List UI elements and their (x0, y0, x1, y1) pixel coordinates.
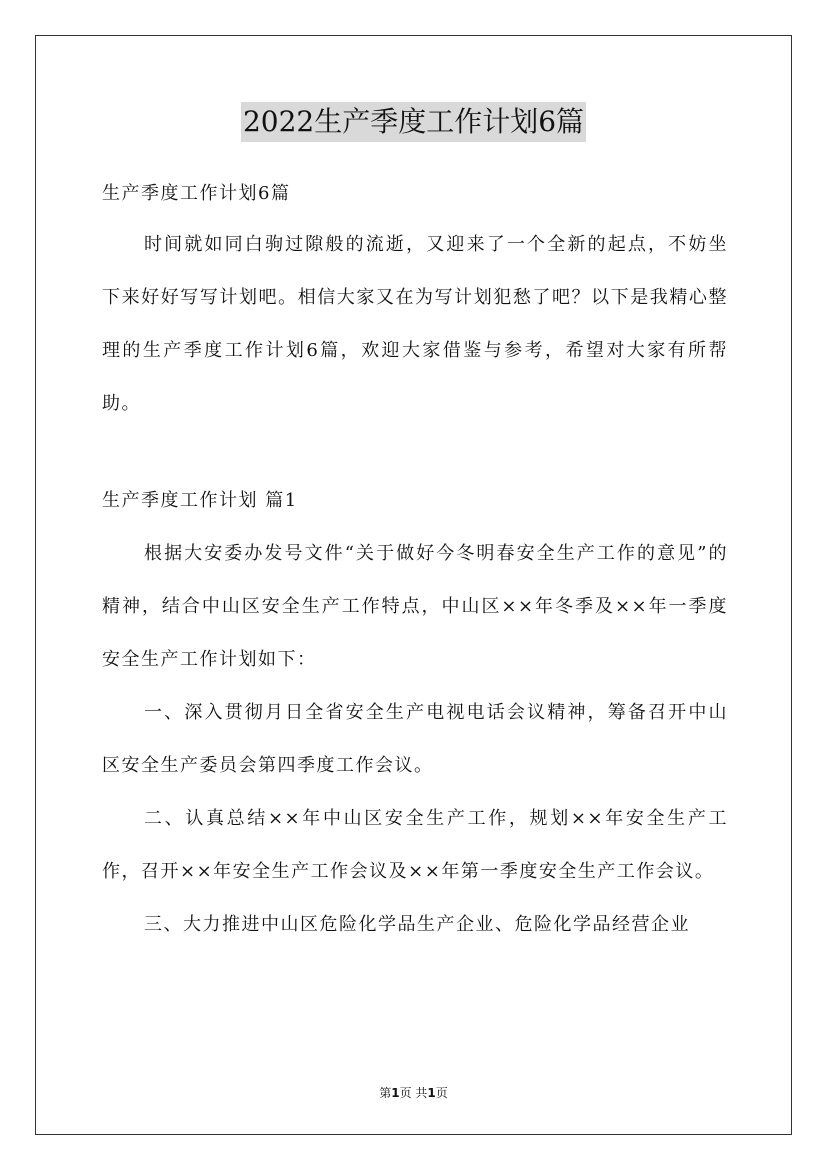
title-container (0, 102, 827, 142)
document-title: 2022生产季度工作计划6篇 (241, 102, 586, 142)
document-body (102, 170, 728, 951)
footer-middle: 页 共 (399, 1086, 428, 1100)
main-heading: 生产季度工作计划6篇 (102, 183, 291, 204)
body-paragraph: 根据大安委办发号文件“关于做好今冬明春安全生产工作的意见”的精神，结合中山区安全生产工作特点，中山区××年冬季及××年一季度安全生产工作计划如下： (102, 543, 728, 670)
body-paragraph: 三、大力推进中山区危险化学品生产企业、危险化学品经营企业 (144, 914, 690, 935)
footer-page-number: 1 (391, 1086, 400, 1100)
footer-suffix: 页 (435, 1086, 448, 1100)
footer-prefix: 第 (379, 1086, 392, 1100)
page-footer (0, 1084, 827, 1101)
section-heading: 生产季度工作计划 篇1 (102, 490, 298, 511)
section-gap (102, 430, 728, 474)
intro-paragraph: 时间就如同白驹过隙般的流逝，又迎来了一个全新的起点，不妨坐下来好好写写计划吧。相信大家又在为写计划犯愁了吧？以下是我精心整理的生产季度工作计划6篇，欢迎大家借鉴与参考，希望对大家有所帮助。 (102, 234, 728, 414)
footer-total-pages: 1 (427, 1086, 436, 1100)
body-paragraph: 二、认真总结××年中山区安全生产工作，规划××年安全生产工作，召开××年安全生产工作会议及××年第一季度安全生产工作会议。 (102, 808, 728, 882)
body-paragraph: 一、深入贯彻月日全省安全生产电视电话会议精神，筹备召开中山区安全生产委员会第四季度工作会议。 (102, 702, 728, 776)
